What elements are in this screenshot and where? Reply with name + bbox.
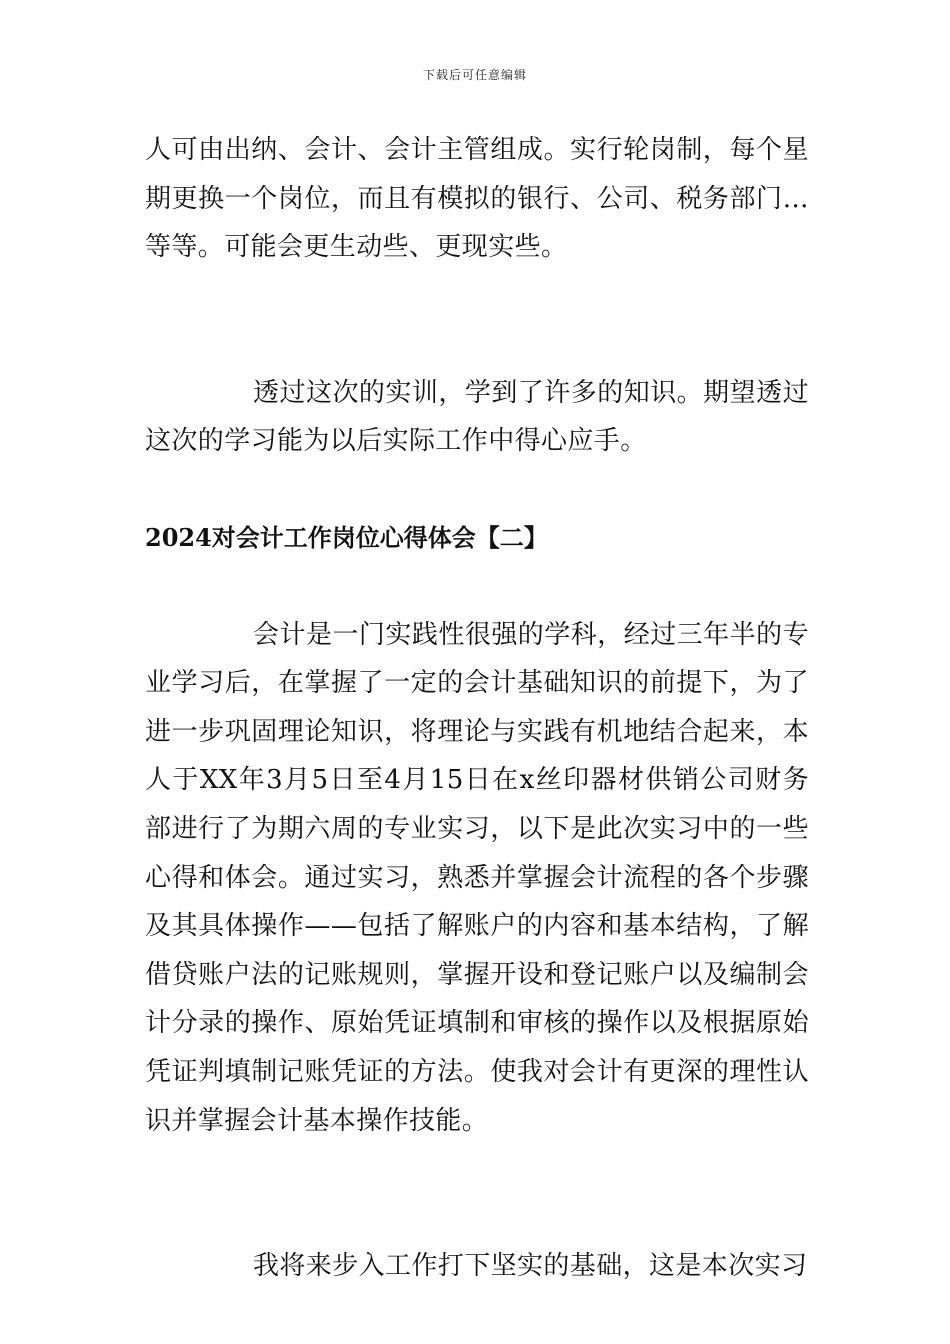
paragraph-future-foundation: 我将来步入工作打下坚实的基础，这是本次实习	[253, 1251, 808, 1282]
header-note: 下载后可任意编辑	[422, 68, 527, 82]
paragraph-internship-experience: 会计是一门实践性很强的学科，经过三年半的专业学习后，在掌握了一定的会计基础知识的前提下，为了进一步巩固理论知识，将理论与实践有机地结合起来，本人于XX年3月5日至4月15日在x丝印器材供销公司财务部进行了为期六周的专业实习，以下是此次实习中的一些心得和体会。通过实习，熟悉并掌握会计流程的各个步骤及其具体操作——包括了解账户的内容和基本结构，了解借贷账户法的记账规则，掌握开设和登记账户以及编制会计分录的操作、原始凭证填制和审核的操作以及根据原始凭证判填制记账凭证的方法。使我对会计有更深的理性认识并掌握会计基本操作技能。	[145, 619, 809, 1136]
document-body	[145, 126, 809, 1291]
section-heading: 2024对会计工作岗位心得体会【二】	[145, 522, 548, 552]
paragraph-continued: 人可由出纳、会计、会计主管组成。实行轮岗制，每个星期更换一个岗位，而且有模拟的银行、公司、税务部门…等等。可能会更生动些、更现实些。	[145, 135, 809, 263]
paragraph-training-summary: 透过这次的实训，学到了许多的知识。期望透过这次的学习能为以后实际工作中得心应手。	[145, 377, 809, 457]
